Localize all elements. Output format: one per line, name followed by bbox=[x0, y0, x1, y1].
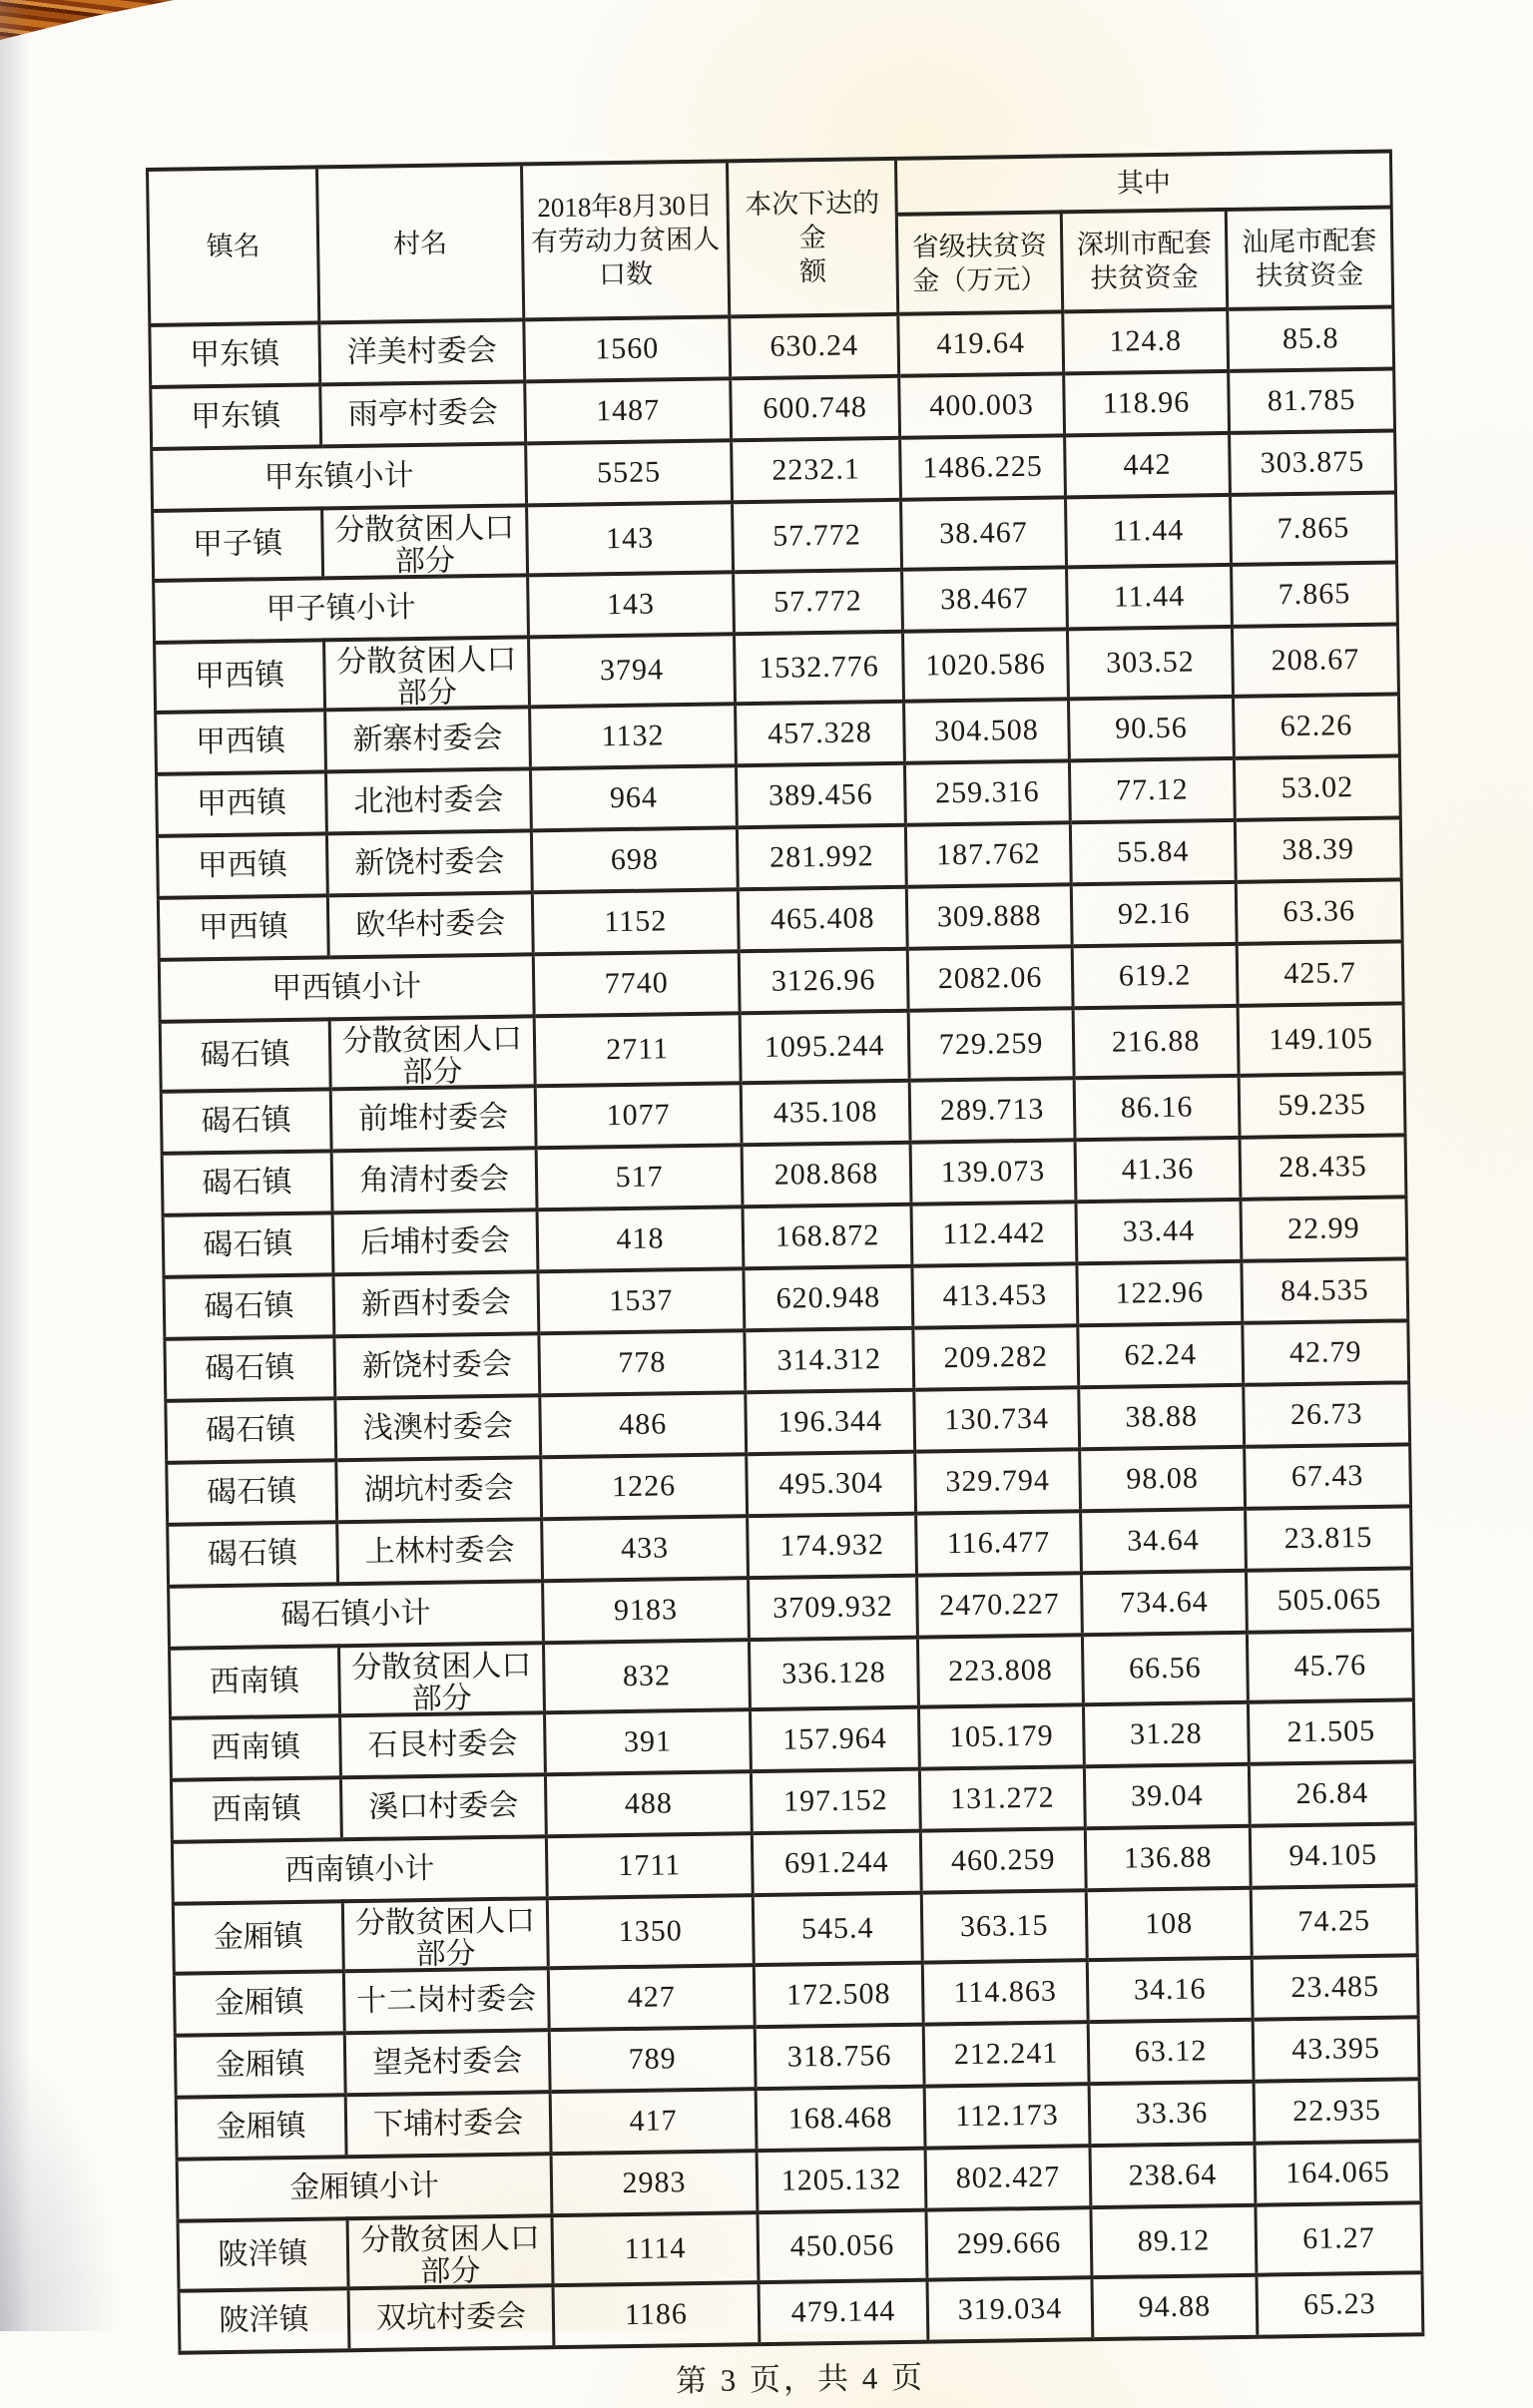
cell-population: 1350 bbox=[547, 1895, 754, 1968]
village-label: 分散贫困人口 部分 bbox=[341, 1022, 523, 1090]
cell-provincial-fund: 112.173 bbox=[924, 2084, 1090, 2148]
cell-provincial-fund: 1486.225 bbox=[900, 435, 1066, 499]
desk-corner bbox=[0, 0, 479, 130]
village-label: 望尧村委会 bbox=[371, 2044, 523, 2080]
cell-shanwei-fund: 505.065 bbox=[1246, 1568, 1412, 1632]
cell-provincial-fund: 139.073 bbox=[910, 1140, 1076, 1204]
cell-village bbox=[331, 1148, 537, 1212]
cell-shenzhen-fund: 90.56 bbox=[1068, 697, 1234, 760]
header-among-which: 其中 bbox=[895, 151, 1391, 214]
cell-amount: 1532.776 bbox=[734, 632, 903, 704]
cell-provincial-fund: 38.467 bbox=[901, 497, 1067, 569]
cell-population: 9183 bbox=[543, 1578, 750, 1643]
cell-shenzhen-fund: 66.56 bbox=[1082, 1633, 1248, 1704]
cell-shanwei-fund: 42.79 bbox=[1243, 1320, 1409, 1384]
cell-amount: 318.756 bbox=[755, 2025, 924, 2090]
village-label: 前堆村委会 bbox=[357, 1100, 509, 1136]
cell-subtotal-label: 甲西镇小计 bbox=[159, 954, 534, 1022]
cell-amount: 545.4 bbox=[753, 1893, 922, 1965]
cell-amount: 450.056 bbox=[758, 2210, 927, 2282]
cell-town: 甲子镇 bbox=[153, 508, 323, 581]
cell-provincial-fund: 116.477 bbox=[916, 1511, 1082, 1575]
cell-provincial-fund: 259.316 bbox=[904, 760, 1070, 824]
paper-edge-shadow bbox=[0, 0, 34, 2331]
cell-provincial-fund: 1020.586 bbox=[902, 629, 1068, 701]
header-amount: 本次下达的金 额 bbox=[727, 159, 897, 316]
cell-village bbox=[348, 2285, 554, 2350]
cell-population: 1560 bbox=[524, 316, 731, 381]
cell-shenzhen-fund: 86.16 bbox=[1074, 1076, 1240, 1140]
cell-village bbox=[343, 1968, 549, 2033]
village-label: 新饶村委会 bbox=[361, 1347, 513, 1383]
cell-amount: 691.244 bbox=[752, 1831, 921, 1896]
cell-provincial-fund: 460.259 bbox=[920, 1828, 1086, 1892]
cell-village bbox=[320, 381, 526, 446]
cell-provincial-fund: 304.508 bbox=[904, 699, 1070, 762]
cell-provincial-fund: 114.863 bbox=[922, 1960, 1088, 2024]
village-label: 分散贫困人口 部分 bbox=[336, 643, 517, 711]
cell-amount: 2232.1 bbox=[732, 438, 901, 503]
cell-amount: 3709.932 bbox=[749, 1576, 918, 1641]
funding-table bbox=[146, 149, 1424, 2354]
cell-amount: 1095.244 bbox=[740, 1011, 909, 1083]
village-label: 新酉村委会 bbox=[360, 1285, 512, 1321]
cell-village bbox=[336, 1457, 542, 1522]
cell-population: 1226 bbox=[541, 1454, 748, 1519]
cell-shanwei-fund: 425.7 bbox=[1237, 941, 1403, 1005]
cell-amount: 157.964 bbox=[750, 1707, 919, 1772]
cell-shanwei-fund: 63.36 bbox=[1236, 879, 1402, 943]
village-label: 新饶村委会 bbox=[354, 844, 505, 880]
cell-village bbox=[326, 830, 532, 895]
cell-shenzhen-fund: 39.04 bbox=[1084, 1764, 1250, 1828]
cell-population: 7740 bbox=[533, 951, 740, 1016]
cell-provincial-fund: 212.241 bbox=[923, 2022, 1089, 2086]
cell-provincial-fund: 802.427 bbox=[925, 2146, 1091, 2209]
cell-population: 1487 bbox=[525, 378, 732, 443]
cell-town: 金厢镇 bbox=[173, 1901, 343, 1974]
cell-amount: 336.128 bbox=[749, 1638, 918, 1709]
cell-amount: 174.932 bbox=[748, 1514, 917, 1579]
cell-shanwei-fund: 23.485 bbox=[1252, 1955, 1418, 2019]
village-label: 十二岗村委会 bbox=[356, 1982, 537, 2019]
cell-amount: 620.948 bbox=[744, 1266, 913, 1331]
village-label: 雨亭村委会 bbox=[347, 395, 498, 432]
cell-shenzhen-fund: 303.52 bbox=[1067, 627, 1233, 699]
cell-shenzhen-fund: 124.8 bbox=[1063, 309, 1229, 373]
cell-population: 1114 bbox=[552, 2212, 759, 2285]
cell-shenzhen-fund: 118.96 bbox=[1064, 371, 1230, 435]
header-provincial-fund: 省级扶贫资 金（万元） bbox=[896, 212, 1062, 313]
cell-population: 3794 bbox=[529, 634, 736, 707]
cell-shenzhen-fund: 33.36 bbox=[1089, 2082, 1255, 2146]
cell-population: 778 bbox=[539, 1330, 746, 1395]
cell-provincial-fund: 400.003 bbox=[899, 373, 1065, 437]
cell-amount: 630.24 bbox=[730, 314, 899, 379]
cell-village bbox=[337, 1519, 543, 1584]
cell-amount: 314.312 bbox=[745, 1328, 914, 1393]
cell-amount: 208.868 bbox=[742, 1143, 911, 1207]
cell-shanwei-fund: 26.84 bbox=[1249, 1761, 1415, 1825]
cell-shenzhen-fund: 77.12 bbox=[1069, 758, 1235, 822]
cell-shanwei-fund: 84.535 bbox=[1242, 1258, 1408, 1322]
cell-subtotal-label: 甲东镇小计 bbox=[152, 443, 527, 511]
cell-provincial-fund: 223.808 bbox=[917, 1635, 1083, 1706]
cell-town: 碣石镇 bbox=[166, 1398, 336, 1463]
cell-population: 1537 bbox=[538, 1268, 745, 1333]
cell-town: 陂洋镇 bbox=[179, 2288, 349, 2353]
cell-shenzhen-fund: 33.44 bbox=[1076, 1200, 1242, 1263]
cell-provincial-fund: 105.179 bbox=[918, 1704, 1084, 1768]
cell-population: 143 bbox=[528, 572, 735, 637]
cell-town: 碣石镇 bbox=[167, 1460, 337, 1525]
cell-amount: 465.408 bbox=[738, 887, 907, 952]
cell-shenzhen-fund: 98.08 bbox=[1080, 1447, 1246, 1511]
cell-shanwei-fund: 23.815 bbox=[1246, 1506, 1412, 1570]
cell-village bbox=[347, 2215, 553, 2288]
cell-amount: 600.748 bbox=[731, 376, 900, 441]
header-shanwei-fund: 汕尾市配套 扶贫资金 bbox=[1226, 207, 1392, 308]
cell-town: 金厢镇 bbox=[174, 1971, 344, 2036]
cell-provincial-fund: 130.734 bbox=[914, 1387, 1080, 1451]
village-label: 分散贫困人口 部分 bbox=[359, 2221, 541, 2289]
cell-town: 甲西镇 bbox=[158, 895, 328, 960]
cell-shanwei-fund: 28.435 bbox=[1240, 1135, 1406, 1199]
cell-village bbox=[330, 1086, 536, 1151]
cell-town: 碣石镇 bbox=[165, 1336, 335, 1401]
cell-provincial-fund: 289.713 bbox=[909, 1078, 1075, 1142]
village-label: 浅澳村委会 bbox=[362, 1409, 513, 1445]
cell-provincial-fund: 413.453 bbox=[912, 1263, 1078, 1327]
cell-shenzhen-fund: 94.88 bbox=[1092, 2275, 1258, 2339]
cell-population: 418 bbox=[537, 1206, 744, 1271]
cell-village bbox=[340, 1712, 546, 1777]
cell-shanwei-fund: 149.105 bbox=[1238, 1003, 1404, 1075]
cell-shenzhen-fund: 38.88 bbox=[1079, 1385, 1245, 1449]
cell-shenzhen-fund: 122.96 bbox=[1077, 1261, 1243, 1325]
cell-population: 832 bbox=[543, 1640, 750, 1712]
cell-population: 789 bbox=[549, 2027, 756, 2092]
cell-village bbox=[332, 1209, 538, 1274]
cell-shanwei-fund: 22.99 bbox=[1241, 1197, 1407, 1260]
header-shenzhen-fund: 深圳市配套 扶贫资金 bbox=[1061, 210, 1227, 311]
cell-shenzhen-fund: 34.16 bbox=[1087, 1958, 1253, 2022]
cell-provincial-fund: 309.888 bbox=[906, 884, 1072, 948]
header-population: 2018年8月30日 有劳动力贫困人 口数 bbox=[521, 161, 729, 319]
cell-shenzhen-fund: 11.44 bbox=[1066, 495, 1232, 567]
cell-town: 西南镇 bbox=[170, 1646, 340, 1718]
village-label: 分散贫困人口 部分 bbox=[351, 1649, 532, 1716]
cell-shanwei-fund: 59.235 bbox=[1239, 1073, 1405, 1137]
cell-shenzhen-fund: 41.36 bbox=[1075, 1138, 1241, 1202]
cell-village bbox=[342, 1898, 548, 1971]
header-town: 镇名 bbox=[148, 167, 319, 325]
cell-shanwei-fund: 21.505 bbox=[1248, 1699, 1414, 1763]
cell-town: 甲西镇 bbox=[156, 710, 326, 774]
cell-village bbox=[340, 1774, 546, 1839]
cell-provincial-fund: 209.282 bbox=[913, 1325, 1079, 1389]
cell-shanwei-fund: 94.105 bbox=[1250, 1823, 1416, 1887]
cell-amount: 172.508 bbox=[754, 1963, 923, 2028]
cell-shenzhen-fund: 238.64 bbox=[1090, 2144, 1256, 2207]
cell-shanwei-fund: 74.25 bbox=[1251, 1885, 1417, 1957]
cell-population: 1077 bbox=[535, 1083, 742, 1148]
cell-village bbox=[329, 1016, 535, 1089]
cell-town: 碣石镇 bbox=[161, 1089, 331, 1154]
cell-subtotal-label: 金厢镇小计 bbox=[177, 2154, 552, 2221]
cell-shanwei-fund: 303.875 bbox=[1230, 430, 1396, 494]
cell-provincial-fund: 363.15 bbox=[921, 1890, 1087, 1962]
cell-village bbox=[326, 768, 532, 833]
cell-amount: 57.772 bbox=[734, 570, 903, 635]
cell-shenzhen-fund: 734.64 bbox=[1081, 1571, 1247, 1635]
cell-village bbox=[338, 1643, 544, 1715]
cell-amount: 281.992 bbox=[737, 825, 906, 890]
cell-village bbox=[324, 637, 530, 710]
cell-village bbox=[335, 1395, 541, 1460]
cell-population: 143 bbox=[527, 502, 734, 575]
cell-town: 金厢镇 bbox=[175, 2033, 345, 2098]
cell-shanwei-fund: 67.43 bbox=[1245, 1444, 1411, 1508]
cell-provincial-fund: 319.034 bbox=[927, 2277, 1093, 2341]
cell-population: 964 bbox=[530, 765, 737, 830]
cell-amount: 197.152 bbox=[751, 1769, 920, 1834]
cell-provincial-fund: 112.442 bbox=[911, 1202, 1077, 1265]
cell-village bbox=[334, 1333, 540, 1398]
cell-subtotal-label: 碣石镇小计 bbox=[169, 1581, 544, 1649]
cell-shenzhen-fund: 62.24 bbox=[1078, 1323, 1244, 1387]
cell-population: 433 bbox=[542, 1516, 749, 1581]
cell-town: 西南镇 bbox=[171, 1715, 341, 1780]
cell-town: 甲西镇 bbox=[157, 833, 327, 898]
village-label: 溪口村委会 bbox=[368, 1788, 519, 1824]
cell-shenzhen-fund: 11.44 bbox=[1067, 565, 1233, 629]
cell-amount: 1205.132 bbox=[757, 2149, 926, 2213]
cell-town: 甲东镇 bbox=[151, 384, 321, 449]
cell-amount: 457.328 bbox=[736, 702, 905, 766]
cell-provincial-fund: 729.259 bbox=[908, 1008, 1074, 1080]
scan-table-wrapper bbox=[146, 150, 1422, 2408]
cell-town: 金厢镇 bbox=[176, 2095, 346, 2160]
header-village: 村名 bbox=[317, 164, 524, 322]
cell-shenzhen-fund: 63.12 bbox=[1088, 2020, 1254, 2084]
village-label: 欧华村委会 bbox=[355, 906, 506, 942]
cell-town: 碣石镇 bbox=[163, 1212, 333, 1277]
village-label: 双坑村委会 bbox=[375, 2299, 527, 2335]
cell-shenzhen-fund: 108 bbox=[1086, 1888, 1252, 1960]
paper-corner-shadow bbox=[0, 1912, 120, 2331]
cell-shenzhen-fund: 89.12 bbox=[1091, 2205, 1257, 2277]
cell-provincial-fund: 419.64 bbox=[898, 311, 1064, 375]
cell-shenzhen-fund: 442 bbox=[1065, 433, 1231, 497]
cell-shenzhen-fund: 92.16 bbox=[1071, 882, 1237, 946]
cell-amount: 435.108 bbox=[741, 1081, 910, 1146]
cell-population: 2983 bbox=[551, 2151, 758, 2215]
village-label: 新寨村委会 bbox=[352, 721, 503, 756]
village-label: 分散贫困人口 部分 bbox=[354, 1904, 536, 1972]
page-number: 第 3 页，共 4 页 bbox=[675, 2359, 926, 2399]
cell-shanwei-fund: 26.73 bbox=[1244, 1382, 1410, 1446]
cell-population: 391 bbox=[545, 1709, 752, 1774]
cell-amount: 389.456 bbox=[736, 763, 905, 828]
cell-provincial-fund: 187.762 bbox=[905, 822, 1071, 886]
cell-provincial-fund: 131.272 bbox=[919, 1766, 1085, 1830]
village-label: 后埔村委会 bbox=[359, 1223, 511, 1259]
cell-shenzhen-fund: 216.88 bbox=[1073, 1006, 1239, 1078]
cell-population: 2711 bbox=[534, 1013, 741, 1086]
cell-population: 5525 bbox=[526, 440, 733, 505]
cell-town: 甲西镇 bbox=[155, 640, 325, 713]
village-label: 石艮村委会 bbox=[367, 1726, 518, 1762]
cell-shanwei-fund: 164.065 bbox=[1255, 2141, 1421, 2204]
cell-village bbox=[319, 319, 525, 384]
village-label: 分散贫困人口 部分 bbox=[334, 511, 515, 579]
cell-provincial-fund: 2470.227 bbox=[917, 1573, 1083, 1637]
cell-shenzhen-fund: 136.88 bbox=[1085, 1826, 1251, 1890]
cell-town: 甲西镇 bbox=[157, 771, 327, 836]
cell-population: 486 bbox=[540, 1392, 747, 1457]
cell-town: 陂洋镇 bbox=[178, 2218, 348, 2291]
cell-shanwei-fund: 65.23 bbox=[1257, 2272, 1423, 2336]
cell-village bbox=[333, 1271, 539, 1336]
cell-shanwei-fund: 7.865 bbox=[1230, 492, 1396, 564]
cell-town: 碣石镇 bbox=[160, 1019, 330, 1092]
cell-village bbox=[345, 2092, 551, 2157]
cell-village bbox=[327, 892, 533, 957]
cell-amount: 168.468 bbox=[756, 2087, 925, 2152]
cell-amount: 479.144 bbox=[759, 2280, 928, 2345]
cell-shenzhen-fund: 619.2 bbox=[1072, 944, 1238, 1008]
cell-village bbox=[322, 505, 528, 578]
cell-provincial-fund: 2082.06 bbox=[907, 946, 1073, 1010]
cell-shanwei-fund: 208.67 bbox=[1232, 624, 1398, 696]
cell-subtotal-label: 西南镇小计 bbox=[172, 1836, 547, 1904]
cell-amount: 168.872 bbox=[743, 1204, 912, 1269]
cell-shanwei-fund: 62.26 bbox=[1233, 694, 1399, 757]
cell-shanwei-fund: 61.27 bbox=[1256, 2202, 1422, 2274]
village-label: 湖坑村委会 bbox=[363, 1471, 514, 1507]
cell-population: 1711 bbox=[546, 1833, 753, 1898]
village-label: 上林村委会 bbox=[364, 1533, 515, 1569]
cell-shanwei-fund: 7.865 bbox=[1232, 562, 1398, 626]
cell-provincial-fund: 299.666 bbox=[926, 2207, 1092, 2279]
cell-shenzhen-fund: 55.84 bbox=[1070, 820, 1236, 884]
village-label: 下埔村委会 bbox=[372, 2106, 524, 2142]
cell-subtotal-label: 甲子镇小计 bbox=[154, 575, 529, 643]
cell-shanwei-fund: 43.395 bbox=[1253, 2017, 1419, 2081]
cell-population: 427 bbox=[548, 1965, 755, 2030]
cell-population: 488 bbox=[545, 1771, 752, 1836]
cell-town: 碣石镇 bbox=[162, 1151, 332, 1215]
cell-village bbox=[344, 2030, 550, 2095]
cell-shanwei-fund: 45.76 bbox=[1247, 1630, 1413, 1701]
cell-town: 碣石镇 bbox=[168, 1522, 338, 1587]
cell-shanwei-fund: 53.02 bbox=[1234, 755, 1400, 819]
cell-shanwei-fund: 22.935 bbox=[1254, 2079, 1420, 2143]
cell-amount: 495.304 bbox=[747, 1452, 916, 1517]
cell-shanwei-fund: 38.39 bbox=[1235, 817, 1401, 881]
cell-amount: 3126.96 bbox=[739, 949, 908, 1014]
cell-amount: 196.344 bbox=[746, 1390, 915, 1455]
cell-amount: 57.772 bbox=[733, 500, 902, 572]
table-header bbox=[148, 151, 1393, 324]
cell-town: 碣石镇 bbox=[164, 1274, 334, 1339]
cell-shenzhen-fund: 34.64 bbox=[1081, 1509, 1247, 1573]
cell-population: 517 bbox=[536, 1145, 743, 1209]
cell-population: 698 bbox=[531, 827, 738, 892]
cell-provincial-fund: 329.794 bbox=[915, 1449, 1081, 1513]
table-body bbox=[150, 306, 1423, 2352]
cell-population: 1132 bbox=[530, 704, 737, 768]
village-label: 北池村委会 bbox=[353, 782, 504, 818]
cell-shanwei-fund: 85.8 bbox=[1228, 306, 1394, 370]
cell-village bbox=[325, 707, 531, 771]
cell-shenzhen-fund: 31.28 bbox=[1083, 1702, 1249, 1766]
cell-town: 甲东镇 bbox=[150, 322, 320, 387]
cell-provincial-fund: 38.467 bbox=[902, 567, 1068, 631]
cell-population: 1152 bbox=[532, 889, 739, 954]
cell-town: 西南镇 bbox=[171, 1777, 341, 1842]
village-label: 角清村委会 bbox=[358, 1162, 510, 1198]
cell-shanwei-fund: 81.785 bbox=[1229, 368, 1395, 432]
cell-population: 417 bbox=[550, 2089, 757, 2154]
village-label: 洋美村委会 bbox=[346, 333, 498, 370]
cell-population: 1186 bbox=[553, 2282, 760, 2347]
